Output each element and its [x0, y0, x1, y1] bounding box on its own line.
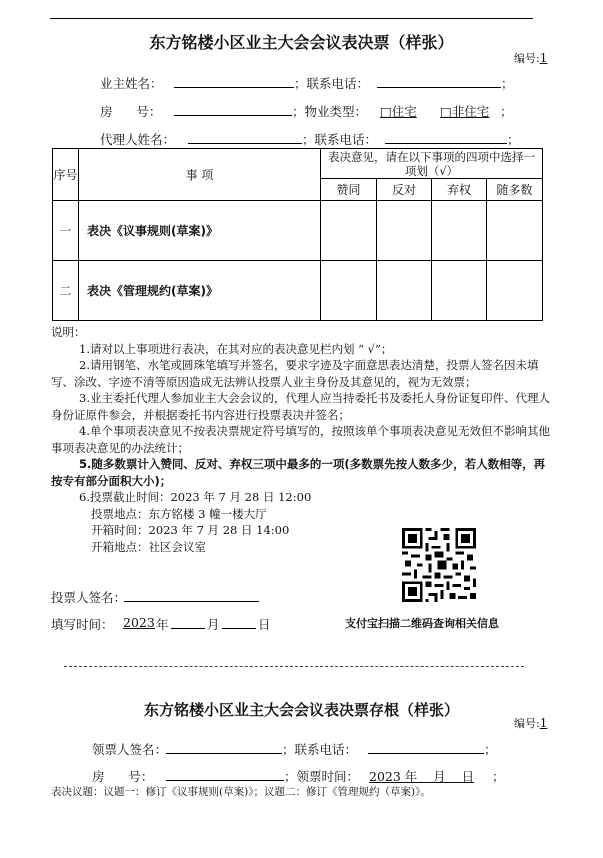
property-type-label: ；物业类型：: [292, 104, 368, 119]
table-row: [53, 261, 543, 321]
row-seq: 二: [53, 261, 79, 321]
top-rule: [50, 18, 533, 19]
option-follow-majority-header: 随多数: [487, 179, 543, 201]
year-unit: 年: [156, 617, 169, 632]
phone-label: ；联系电话：: [294, 76, 370, 91]
room-label: 房 号：: [100, 104, 162, 119]
voter-sign-field[interactable]: [124, 588, 259, 602]
vote-place: 投票地点：东方铭楼 3 幢一楼大厅: [91, 506, 267, 521]
col-opinion-header: 表决意见，请在以下事项的四项中选择一项划（√）: [321, 149, 543, 179]
stub-serial: 编号:1: [514, 716, 548, 730]
ballot-serial: 编号:1: [514, 51, 548, 65]
qr-code-icon[interactable]: [402, 528, 476, 602]
note-5: 5.随多数票计入赞同、反对、弃权三项中最多的一项(多数票先按人数多少，若人数相等，再按专有部分面积大小)；: [51, 457, 546, 488]
vote-follow-majority-cell[interactable]: [487, 201, 543, 261]
receive-time-value: 2023 年 月 日: [369, 769, 475, 784]
owner-name-field[interactable]: [174, 74, 294, 88]
vote-approve-cell[interactable]: [321, 201, 377, 261]
row-seq: 一: [53, 201, 79, 261]
proxy-phone-field[interactable]: [385, 130, 507, 144]
cut-line: [64, 666, 524, 667]
semicolon: ；: [492, 769, 505, 784]
semicolon: ；: [501, 76, 514, 91]
note-6: 6.投票截止时间：2023 年 7 月 28 日 12:00: [79, 490, 312, 504]
stub-room-field[interactable]: [166, 767, 284, 781]
semicolon: ；: [500, 104, 513, 119]
stub-phone-label: ；联系电话：: [282, 742, 358, 757]
fill-month-field[interactable]: [171, 615, 205, 629]
residential-checkbox[interactable]: □住宅: [380, 104, 417, 119]
owner-name-label: 业主姓名：: [100, 76, 163, 91]
instructions: [51, 324, 556, 555]
non-residential-checkbox[interactable]: □非住宅: [440, 104, 490, 119]
receive-time-label: ；领票时间：: [284, 769, 360, 784]
open-time: 开箱时间：2023 年 7 月 28 日 14:00: [91, 523, 290, 537]
receiver-sign-label: 领票人签名：: [92, 742, 168, 757]
vote-abstain-cell[interactable]: [432, 201, 487, 261]
room-field[interactable]: [174, 102, 292, 116]
stub-room-label: 房 号：: [92, 769, 154, 784]
vote-abstain-cell[interactable]: [432, 261, 487, 321]
vote-approve-cell[interactable]: [321, 261, 377, 321]
fill-day-field[interactable]: [222, 615, 256, 629]
vote-oppose-cell[interactable]: [377, 201, 432, 261]
voter-sign-label: 投票人签名：: [51, 590, 127, 605]
option-approve-header: 赞同: [321, 179, 377, 201]
note-4: 4.单个事项表决意见不按表决票规定符号填写的，按照该单个事项表决意见无效但不影响其他事项表决意见的办法统计；: [51, 424, 550, 455]
option-abstain-header: 弃权: [432, 179, 487, 201]
col-item-header: 事 项: [79, 149, 321, 201]
owner-phone-field[interactable]: [377, 74, 501, 88]
vote-table: [52, 148, 543, 321]
fill-year: 2023: [123, 615, 155, 630]
instructions-heading: 说明：: [51, 325, 86, 339]
semicolon: ；: [507, 132, 520, 147]
note-3: 3.业主委托代理人参加业主大会会议的，代理人应当持委托书及委托人身份证复印件、代理人身份证原件参会，并根据委托书内容进行投票表决并签名；: [51, 391, 550, 422]
day-unit: 日: [258, 617, 271, 632]
stub-phone-field[interactable]: [368, 740, 484, 754]
vote-follow-majority-cell[interactable]: [487, 261, 543, 321]
stub-title: 东方铭楼小区业主大会会议表决票存根（样张）: [143, 701, 459, 719]
note-1: 1.请对以上事项进行表决，在其对应的表决意见栏内划 “ √”；: [79, 341, 393, 356]
vote-oppose-cell[interactable]: [377, 261, 432, 321]
row-item: 表决《议事规则(草案)》: [79, 201, 321, 261]
table-row: [53, 201, 543, 261]
stub-topics: 表决议题：议题一：修订《议事规则(草案)》；议题二：修订《管理规约（草案)》。: [51, 786, 431, 798]
ballot-title: 东方铭楼小区业主大会会议表决票（样张）: [149, 33, 454, 52]
month-unit: 月: [207, 617, 220, 632]
proxy-name-label: 代理人姓名：: [100, 132, 176, 147]
qr-caption: 支付宝扫描二维码查询相关信息: [345, 617, 499, 630]
note-2: 2.请用钢笔、水笔或圆珠笔填写并签名，要求字迹及字面意思表达清楚，投票人签名因未填写、涂改、字迹不清等原因造成无法辨认投票人业主身份及其意见的，视为无效票；: [51, 358, 539, 389]
row-item: 表决《管理规约(草案)》: [79, 261, 321, 321]
semicolon: ；: [484, 742, 497, 757]
open-place: 开箱地点：社区会议室: [91, 539, 206, 554]
option-oppose-header: 反对: [377, 179, 432, 201]
proxy-phone-label: ；联系电话：: [302, 132, 378, 147]
col-seq-header: 序号: [53, 149, 79, 201]
receiver-sign-field[interactable]: [166, 740, 282, 754]
proxy-name-field[interactable]: [188, 130, 302, 144]
fill-time-label: 填写时间：: [51, 617, 114, 632]
